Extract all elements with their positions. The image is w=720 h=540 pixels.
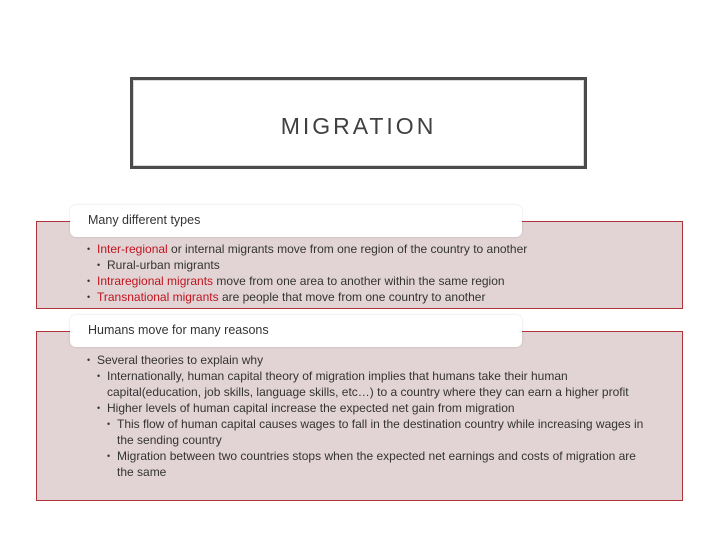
list-item: • Transnational migrants are people that move from one country to another bbox=[87, 289, 647, 305]
types-heading-tab bbox=[70, 205, 522, 237]
list-item: • Rural-urban migrants bbox=[97, 257, 647, 273]
reasons-list bbox=[87, 352, 647, 480]
reasons-heading: Humans move for many reasons bbox=[88, 323, 269, 337]
slide-title: MIGRATION bbox=[280, 113, 437, 139]
list-item: • Inter-regional or internal migrants move from one region of the country to another bbox=[87, 241, 647, 257]
types-list bbox=[87, 241, 647, 305]
types-heading: Many different types bbox=[88, 213, 201, 227]
title-box bbox=[130, 77, 587, 169]
list-item: • Intraregional migrants move from one area to another within the same region bbox=[87, 273, 647, 289]
list-item: • Several theories to explain why bbox=[87, 352, 647, 368]
list-item: • Internationally, human capital theory of migration implies that humans take their human capital(education, job skills, language skills, etc…) to a country where they can earn a higher profit bbox=[97, 368, 647, 400]
reasons-heading-tab bbox=[70, 315, 522, 347]
list-item: • Higher levels of human capital increase the expected net gain from migration bbox=[97, 400, 647, 416]
list-item: • This flow of human capital causes wages to fall in the destination country while increasing wages in the sending country bbox=[107, 416, 647, 448]
list-item: • Migration between two countries stops when the expected net earnings and costs of migration are the same bbox=[107, 448, 647, 480]
